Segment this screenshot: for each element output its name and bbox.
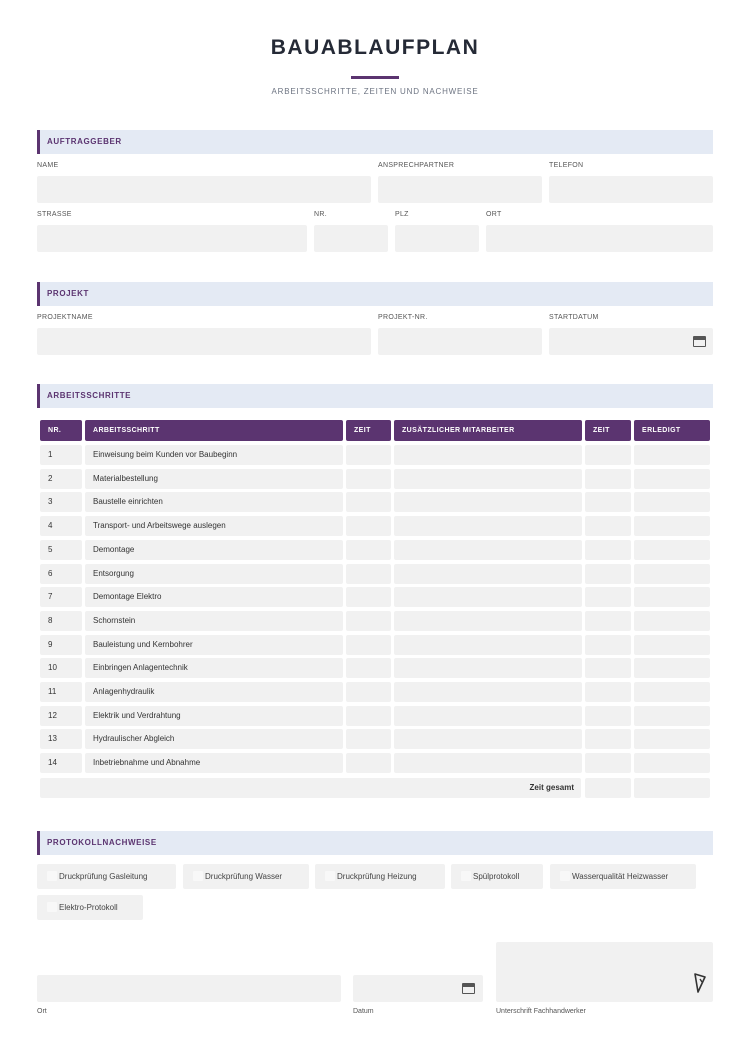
cell-mitarbeiter[interactable] <box>394 635 582 655</box>
cell-mitarbeiter[interactable] <box>394 658 582 678</box>
cell-zeit[interactable] <box>346 706 391 726</box>
calendar-icon[interactable] <box>462 983 475 994</box>
cell-arbeitsschritt: Hydraulischer Abgleich <box>85 729 343 749</box>
section-protokoll <box>37 831 713 855</box>
page-title: BAUABLAUFPLAN <box>270 36 480 59</box>
cell-erledigt[interactable] <box>634 516 710 536</box>
signature-pen-icon <box>693 973 707 993</box>
cell-zeit-2[interactable] <box>585 492 631 512</box>
cell-nr: 7 <box>40 587 82 607</box>
projektnr-field[interactable] <box>378 328 542 355</box>
ort-signature-field[interactable] <box>37 975 341 1002</box>
cell-zeit-2[interactable] <box>585 445 631 465</box>
col-header-zeit: ZEIT <box>346 420 391 441</box>
cell-mitarbeiter[interactable] <box>394 516 582 536</box>
cell-zeit[interactable] <box>346 445 391 465</box>
cell-zeit-2[interactable] <box>585 729 631 749</box>
col-header-mitarbeiter: ZUSÄTZLICHER MITARBEITER <box>394 420 582 441</box>
checkbox-spuelprotokoll[interactable]: Spülprotokoll <box>451 864 543 889</box>
cell-nr: 11 <box>40 682 82 702</box>
total-time-field[interactable] <box>585 778 631 798</box>
projektnr-label: PROJEKT-NR. <box>378 314 428 321</box>
cell-erledigt[interactable] <box>634 445 710 465</box>
total-time-label: Zeit gesamt <box>40 778 581 798</box>
nr-label: NR. <box>314 211 327 218</box>
checkbox-druckpruefung-heizung[interactable]: Druckprüfung Heizung <box>315 864 445 889</box>
startdatum-field[interactable] <box>549 328 713 355</box>
cell-nr: 6 <box>40 564 82 584</box>
cell-arbeitsschritt: Inbetriebnahme und Abnahme <box>85 753 343 773</box>
cell-nr: 10 <box>40 658 82 678</box>
cell-zeit[interactable] <box>346 564 391 584</box>
cell-erledigt[interactable] <box>634 469 710 489</box>
cell-arbeitsschritt: Materialbestellung <box>85 469 343 489</box>
cell-erledigt[interactable] <box>634 540 710 560</box>
cell-arbeitsschritt: Baustelle einrichten <box>85 492 343 512</box>
cell-nr: 9 <box>40 635 82 655</box>
cell-arbeitsschritt: Schornstein <box>85 611 343 631</box>
cell-zeit-2[interactable] <box>585 611 631 631</box>
strasse-field[interactable] <box>37 225 307 252</box>
cell-arbeitsschritt: Einbringen Anlagentechnik <box>85 658 343 678</box>
cell-zeit[interactable] <box>346 469 391 489</box>
cell-mitarbeiter[interactable] <box>394 753 582 773</box>
cell-erledigt[interactable] <box>634 492 710 512</box>
cell-erledigt[interactable] <box>634 611 710 631</box>
col-header-zeit-2: ZEIT <box>585 420 631 441</box>
cell-zeit-2[interactable] <box>585 753 631 773</box>
cell-erledigt[interactable] <box>634 729 710 749</box>
datum-footer-label: Datum <box>353 1008 374 1015</box>
ort-label: ORT <box>486 211 502 218</box>
cell-nr: 1 <box>40 445 82 465</box>
cell-arbeitsschritt: Entsorgung <box>85 564 343 584</box>
col-header-nr: NR. <box>40 420 82 441</box>
cell-zeit[interactable] <box>346 516 391 536</box>
ansprechpartner-label: ANSPRECHPARTNER <box>378 162 455 169</box>
cell-mitarbeiter[interactable] <box>394 540 582 560</box>
cell-mitarbeiter[interactable] <box>394 611 582 631</box>
cell-nr: 4 <box>40 516 82 536</box>
cell-mitarbeiter[interactable] <box>394 682 582 702</box>
cell-zeit-2[interactable] <box>585 564 631 584</box>
cell-nr: 14 <box>40 753 82 773</box>
cell-zeit[interactable] <box>346 492 391 512</box>
cell-zeit[interactable] <box>346 611 391 631</box>
cell-zeit-2[interactable] <box>585 682 631 702</box>
cell-zeit[interactable] <box>346 658 391 678</box>
cell-erledigt[interactable] <box>634 635 710 655</box>
name-field[interactable] <box>37 176 371 203</box>
cell-zeit[interactable] <box>346 682 391 702</box>
cell-erledigt[interactable] <box>634 706 710 726</box>
datum-field[interactable] <box>353 975 483 1002</box>
calendar-icon[interactable] <box>693 336 706 347</box>
cell-zeit[interactable] <box>346 635 391 655</box>
checkbox-druckpruefung-wasser[interactable]: Druckprüfung Wasser <box>183 864 309 889</box>
cell-zeit[interactable] <box>346 540 391 560</box>
cell-nr: 13 <box>40 729 82 749</box>
section-auftraggeber <box>37 130 713 154</box>
strasse-label: STRASSE <box>37 211 72 218</box>
cell-zeit-2[interactable] <box>585 587 631 607</box>
cell-nr: 3 <box>40 492 82 512</box>
cell-zeit[interactable] <box>346 729 391 749</box>
cell-arbeitsschritt: Transport- und Arbeitswege auslegen <box>85 516 343 536</box>
cell-nr: 12 <box>40 706 82 726</box>
cell-zeit-2[interactable] <box>585 469 631 489</box>
cell-zeit[interactable] <box>346 753 391 773</box>
section-projekt <box>37 282 713 306</box>
startdatum-label: STARTDATUM <box>549 314 599 321</box>
cell-arbeitsschritt: Einweisung beim Kunden vor Baubeginn <box>85 445 343 465</box>
cell-arbeitsschritt: Anlagenhydraulik <box>85 682 343 702</box>
section-title: PROTOKOLLNACHWEISE <box>47 838 157 847</box>
cell-mitarbeiter[interactable] <box>394 564 582 584</box>
cell-mitarbeiter[interactable] <box>394 706 582 726</box>
cell-mitarbeiter[interactable] <box>394 445 582 465</box>
cell-mitarbeiter[interactable] <box>394 729 582 749</box>
checkbox-elektro-protokoll[interactable]: Elektro-Protokoll <box>37 895 143 920</box>
projektname-label: PROJEKTNAME <box>37 314 93 321</box>
cell-zeit-2[interactable] <box>585 635 631 655</box>
telefon-field[interactable] <box>549 176 713 203</box>
cell-zeit-2[interactable] <box>585 706 631 726</box>
cell-nr: 8 <box>40 611 82 631</box>
cell-erledigt[interactable] <box>634 682 710 702</box>
plz-field[interactable] <box>395 225 479 252</box>
signature-field[interactable] <box>496 942 713 1002</box>
unterschrift-footer-label: Unterschrift Fachhandwerker <box>496 1008 586 1015</box>
cell-mitarbeiter[interactable] <box>394 469 582 489</box>
plz-label: PLZ <box>395 211 409 218</box>
cell-arbeitsschritt: Elektrik und Verdrahtung <box>85 706 343 726</box>
cell-arbeitsschritt: Demontage <box>85 540 343 560</box>
ansprechpartner-field[interactable] <box>378 176 542 203</box>
cell-erledigt[interactable] <box>634 658 710 678</box>
telefon-label: TELEFON <box>549 162 584 169</box>
cell-erledigt[interactable] <box>634 753 710 773</box>
section-arbeitsschritte <box>37 384 713 408</box>
section-title: PROJEKT <box>47 289 89 298</box>
cell-arbeitsschritt: Demontage Elektro <box>85 587 343 607</box>
name-label: NAME <box>37 162 59 169</box>
ort-footer-label: Ort <box>37 1008 47 1015</box>
col-header-erledigt: ERLEDIGT <box>634 420 710 441</box>
section-title: ARBEITSSCHRITTE <box>47 391 132 400</box>
cell-arbeitsschritt: Bauleistung und Kernbohrer <box>85 635 343 655</box>
checkbox-wasserqualitaet[interactable]: Wasserqualität Heizwasser <box>550 864 696 889</box>
title-underline <box>351 76 399 79</box>
cell-nr: 5 <box>40 540 82 560</box>
cell-mitarbeiter[interactable] <box>394 587 582 607</box>
cell-erledigt[interactable] <box>634 564 710 584</box>
ort-field[interactable] <box>486 225 713 252</box>
cell-zeit-2[interactable] <box>585 658 631 678</box>
section-title: AUFTRAGGEBER <box>47 137 122 146</box>
col-header-arbeitsschritt: ARBEITSSCHRITT <box>85 420 343 441</box>
cell-zeit[interactable] <box>346 587 391 607</box>
projektname-field[interactable] <box>37 328 371 355</box>
total-erledigt-field[interactable] <box>634 778 710 798</box>
cell-mitarbeiter[interactable] <box>394 492 582 512</box>
checkbox-druckpruefung-gas[interactable]: Druckprüfung Gasleitung <box>37 864 176 889</box>
cell-erledigt[interactable] <box>634 587 710 607</box>
cell-nr: 2 <box>40 469 82 489</box>
cell-zeit-2[interactable] <box>585 540 631 560</box>
cell-zeit-2[interactable] <box>585 516 631 536</box>
page-subtitle: ARBEITSSCHRITTE, ZEITEN UND NACHWEISE <box>271 87 479 96</box>
nr-field[interactable] <box>314 225 388 252</box>
